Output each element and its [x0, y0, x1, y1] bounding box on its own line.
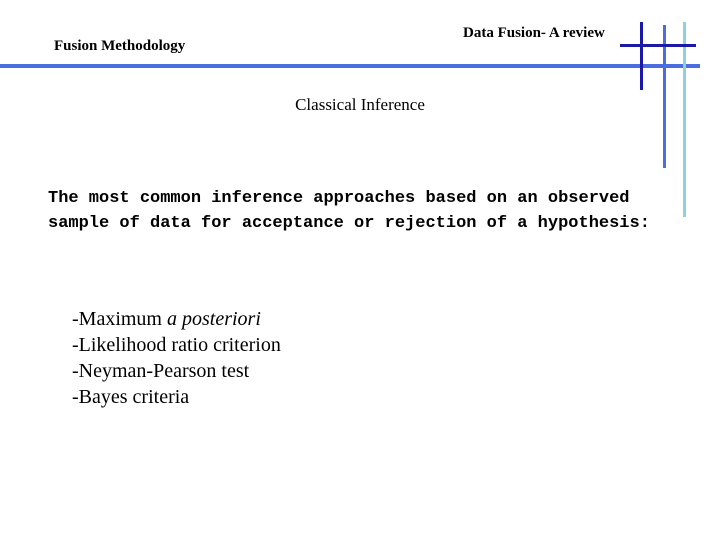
section-title: Classical Inference — [295, 95, 425, 114]
decor-vertical-line-dark — [640, 22, 643, 90]
decor-horizontal-line — [620, 44, 696, 47]
method-list — [72, 306, 281, 410]
list-item — [72, 306, 281, 332]
header-left-title: Fusion Methodology — [54, 38, 186, 54]
decor-vertical-line-cyan — [683, 22, 686, 217]
list-item: -Bayes criteria — [72, 386, 190, 408]
intro-paragraph: The most common inference approaches based on an observed sample of data for acceptance or rejection of a hypothesis: — [48, 189, 650, 233]
header-divider — [0, 64, 700, 68]
list-item: -Neyman-Pearson test — [72, 360, 250, 382]
header-right-title: Data Fusion- A review — [463, 25, 605, 41]
list-item-text: -Maximum — [72, 308, 167, 330]
list-item: -Likelihood ratio criterion — [72, 334, 281, 356]
list-item-italic-text: a posteriori — [167, 308, 261, 330]
